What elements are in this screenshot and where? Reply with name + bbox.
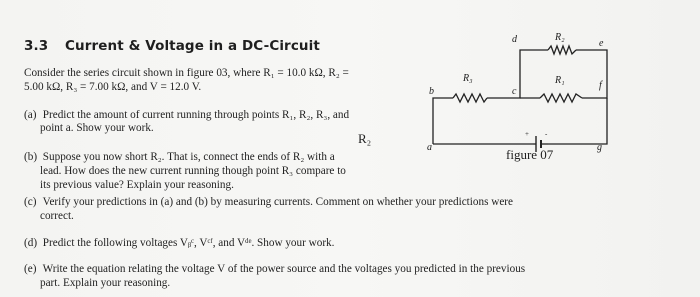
part-b-text-3: its previous value? Explain your reasoning. (40, 179, 234, 191)
battery-plus-sign: + (525, 130, 529, 138)
wire-b-c-d (487, 50, 548, 98)
node-label-a: a (427, 142, 432, 153)
resistor-r1 (540, 94, 582, 102)
resistor-r2 (548, 46, 576, 54)
node-label-d: d (512, 34, 517, 45)
section-number: 3.3 (24, 38, 49, 54)
intro-line-2: 5.00 kΩ, R₃ = 7.00 kΩ, and V = 12.0 V. (24, 81, 202, 93)
part-b-label: (b) (24, 151, 38, 163)
battery-minus-sign: - (545, 130, 548, 138)
part-e-text-1: Write the equation relating the voltage V of the power source and the voltages you predicted in the previous (42, 263, 526, 275)
part-d-text-1: Predict the following voltages Vᵦᶜ, Vᶜᶠ, and Vᵈᵉ. Show your work. (42, 237, 335, 249)
part-b-text-2: lead. How does the new current running though point R₃ compare to (40, 165, 346, 177)
resistor-label-r2: R₂ (555, 32, 565, 43)
node-label-b: b (429, 86, 434, 97)
part-a-text-1: Predict the amount of current running through points R₁, R₂, R₃, and (42, 109, 350, 121)
wire-f-g (548, 98, 607, 144)
intro-line-1: Consider the series circuit shown in figure 03, where R₁ = 10.0 kΩ, R₂ = (24, 67, 349, 79)
part-b-text-1: Suppose you now short R₂. That is, connect the ends of R₂ with a (42, 151, 335, 163)
part-e-label: (e) (24, 263, 37, 275)
node-label-c: c (512, 86, 517, 97)
part-c-text-2: correct. (40, 210, 74, 222)
node-label-e: e (599, 38, 604, 49)
resistor-label-r3: R₃ (463, 73, 473, 84)
node-label-g: g (597, 142, 602, 153)
section-title: Current & Voltage in a DC-Circuit (65, 38, 320, 54)
wire-d-e-f (576, 50, 607, 98)
part-c-text-1: Verify your predictions in (a) and (b) by measuring currents. Comment on whether your predictions were (42, 196, 513, 208)
part-a-label: (a) (24, 109, 37, 121)
wire-a-b (433, 98, 453, 144)
node-label-f: f (599, 80, 602, 91)
part-d-label: (d) (24, 237, 38, 249)
figure-caption: figure 07 (506, 147, 554, 162)
part-e-text-2: part. Explain your reasoning. (40, 277, 171, 289)
part-c-label: (c) (24, 196, 37, 208)
resistor-label-r1: R₁ (555, 75, 565, 86)
part-b-r2-overlay: R₂ (358, 131, 372, 146)
resistor-r3 (453, 94, 487, 102)
part-a-text-2: point a. Show your work. (40, 122, 154, 134)
